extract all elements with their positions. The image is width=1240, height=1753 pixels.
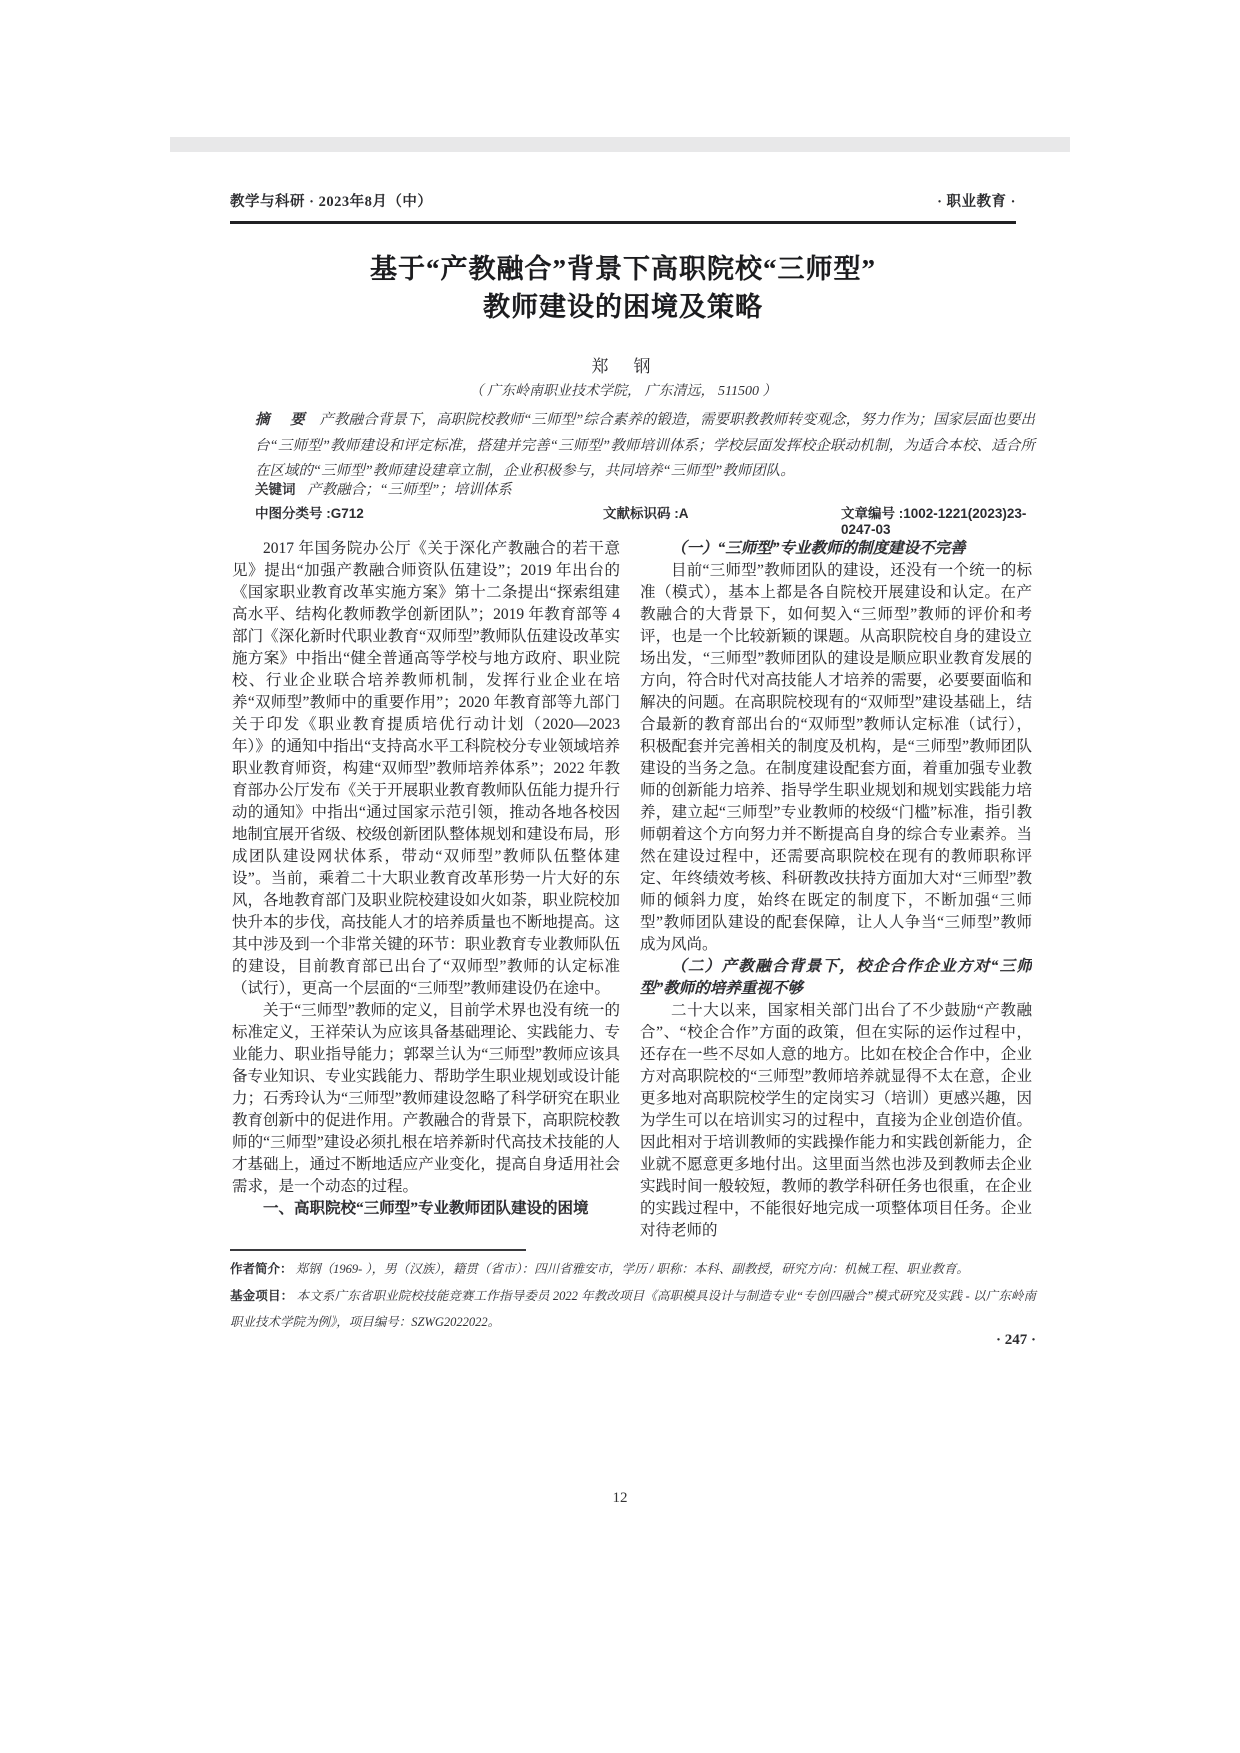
header-divider [230,221,1016,224]
author-bio-line [230,1256,1036,1283]
author-name: 郑 钢 [591,357,655,376]
pdf-page-number: 12 [612,1490,628,1506]
journal-name-date: 教学与科研 · 2023年8月（中） [230,194,433,210]
author-bio-text: 郑钢（1969- ），男（汉族），籍贯（省市）：四川省雅安市，学历 / 职称：本科、副教授，研究方向：机械工程、职业教育。 [295,1262,969,1276]
body-paragraph: 2017 年国务院办公厅《关于深化产教融合的若干意见》提出“加强产教融合师资队伍建设”；2019 年出台的《国家职业教育改革实施方案》第十二条提出“探索组建高水平、结构化教师教学创新团队”；2019 年教育部等 4 部门《深化新时代职业教育“双师型”教师队伍建设改革实施方案》中指出“健全普通高等学校与地方政府、职业院校、行业企业联合培养教师机制，发挥行业企业在培养“双师型”教师中的重要作用”；2020 年教育部等九部门关于印发《职业教育提质培优行动计划（2020—2023 年）》的通知中指出“支持高水平工科院校分专业领域培养职业教育师资，构建“双师型”教师培养体系”；2022 年教育部办公厅发布《关于开展职业教育教师队伍能力提升行动的通知》中指出“通过国家示范引领，推动各地各校因地制宜展开省级、校级创新团队整体规划和建设布局，形成团队建设网状体系，带动“双师型”教师队伍整体建设”。当前，乘着二十大职业教育改革形势一片大好的东风，各地教育部门及职业院校建设如火如荼，职业院校加快升本的步伐，高技能人才的培养质量也不断地提高。这其中涉及到一个非常关键的环节：职业教育专业教师队伍的建设，目前教育部已出台了“双师型”教师的认定标准（试行），更高一个层面的“三师型”教师建设仍在途中。 [232,540,620,997]
body-paragraph: 关于“三师型”教师的定义，目前学术界也没有统一的标准定义，王祥荣认为应该具备基础理论、实践能力、专业能力、职业指导能力；郭翠兰认为“三师型”教师应该具备专业知识、专业实践能力、帮助学生职业规划或设计能力；石秀玲认为“三师型”教师建设忽略了科学研究在职业教育创新中的促进作用。产教融合的背景下，高职院校教师的“三师型”建设必须扎根在培养新时代高技术技能的人才基础上，通过不断地适应产业变化，提高自身适用社会需求，是一个动态的过程。 [232,1002,620,1195]
body-paragraph: 目前“三师型”教师团队的建设，还没有一个统一的标准（模式），基本上都是各自院校开展建设和认定。在产教融合的大背景下，如何契入“三师型”教师的评价和考评，也是一个比较新颖的课题。从高职院校自身的建设立场出发，“三师型”教师团队的建设是顺应职业教育发展的方向，符合时代对高技能人才培养的需要，必要要面临和解决的问题。在高职院校现有的“双师型”建设基础上，结合最新的教育部出台的“双师型”教师认定标准（试行），积极配套并完善相关的制度及机构，是“三师型”教师团队建设的当务之急。在制度建设配套方面，着重加强专业教师的创新能力培养、指导学生职业规划和规划实践能力培养，建立起“三师型”专业教师的校级“门槛”标准，指引教师朝着这个方向努力并不断提高自身的综合专业素养。当然在建设过程中，还需要高职院校在现有的教师职称评定、年终绩效考核、科研教改扶持方面加大对“三师型”教师的倾斜力度，始终在既定的制度下，不断加强“三师型”教师团队建设的配套保障，让人人争当“三师型”教师成为风尚。 [640,562,1032,953]
footnote-block [230,1256,1036,1336]
body-column-left [232,538,620,1250]
journal-header [230,190,1016,211]
body-column-right [640,538,1032,1250]
article-title [230,250,1016,326]
fund-project-label: 基金项目： [230,1288,294,1303]
classification-row [255,502,1035,537]
clc-number: 中图分类号 :G712 [255,506,364,521]
abstract-text: 产教融合背景下，高职院校教师“三师型”综合素养的锻造，需要职教教师转变观念，努力作为；国家层面也要出台“三师型”教师建设和评定标准，搭建并完善“三师型”教师培训体系；学校层面发挥校企联动机制，为适合本校、适合所在区域的“三师型”教师建设建章立制，企业积极参与，共同培养“三师型”教师团队。 [255,412,1036,479]
scan-artifact-strip [170,137,1070,152]
article-title-line1: 基于“产教融合”背景下高职院校“三师型” [370,254,876,284]
journal-section-label: · 职业教育 · [937,194,1016,210]
abstract-label: 摘 要 [255,412,308,428]
keywords-text: 产教融合；“三师型”；培训体系 [307,482,512,498]
subsection-heading-1: （一）“三师型”专业教师的制度建设不完善 [671,540,966,557]
fund-project-text: 本文系广东省职业院校技能竞赛工作指导委员 2022 年教改项目《高职模具设计与制造专业“专创四融合”模式研究及实践 - 以广东岭南职业技术学院为例》，项目编号：SZWG2022022。 [230,1288,1036,1329]
fund-project-line [230,1283,1036,1336]
keywords-label: 关键词 [255,482,296,497]
author-bio-label: 作者简介： [230,1262,293,1276]
article-number: 文章编号 :1002-1221(2023)23-0247-03 [841,506,1027,537]
abstract-block [255,408,1035,485]
section-heading-1: 一、高职院校“三师型”专业教师团队建设的困境 [263,1200,589,1217]
subsection-heading-2: （二）产教融合背景下，校企合作企业方对“三师型”教师的培养重视不够 [640,958,1032,997]
article-title-line2: 教师建设的困境及策略 [483,292,763,322]
author-affiliation: （ 广东岭南职业技术学院， 广东清远， 511500 ） [469,384,777,399]
journal-page-marker: · 247 · [995,1332,1036,1348]
document-code: 文献标识码 :A [603,506,689,521]
keywords-block [255,478,1035,499]
footnote-divider [230,1249,526,1251]
body-paragraph: 二十大以来，国家相关部门出台了不少鼓励“产教融合”、“校企合作”方面的政策，但在实际的运作过程中，还存在一些不尽如人意的地方。比如在校企合作中，企业方对高职院校的“三师型”教师培养就显得不太在意，企业更多地对高职院校学生的定岗实习（培训）更感兴趣，因为学生可以在培训实习的过程中，直接为企业创造价值。因此相对于培训教师的实践操作能力和实践创新能力，企业就不愿意更多地付出。这里面当然也涉及到教师去企业实践时间一般较短，教师的教学科研任务也很重，在企业的实践过程中，不能很好地完成一项整体项目任务。企业对待老师的 [640,1002,1032,1239]
